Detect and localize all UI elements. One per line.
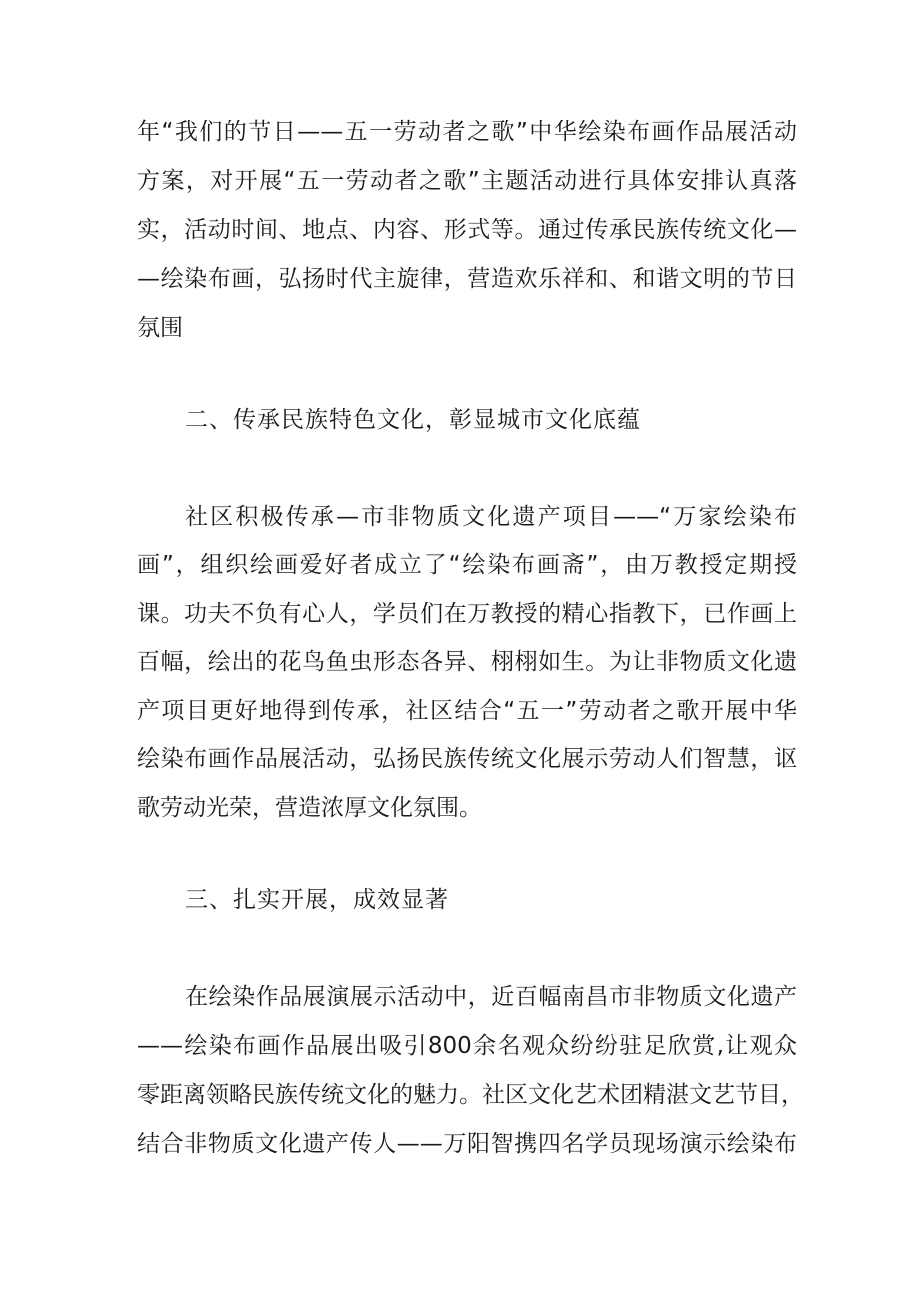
paragraph-1-line-1: 年“我们的节日——五一劳动者之歌”中华绘染布画作品展活动: [137, 119, 797, 145]
paragraph-2-line-2: 画”，组织绘画爱好者成立了“绘染布画斋”，由万教授定期授: [137, 552, 797, 578]
paragraph-2-line-1: 社区积极传承—市非物质文化遗产项目——“万家绘染布: [185, 504, 797, 530]
paragraph-2-line-3: 课。功夫不负有心人，学员们在万教授的精心指教下，已作画上: [137, 601, 797, 627]
paragraph-1-line-2: 方案，对开展“五一劳动者之歌”主题活动进行具体安排认真落: [137, 168, 797, 194]
paragraph-2-line-6: 绘染布画作品展活动，弘扬民族传统文化展示劳动人们智慧，讴: [137, 746, 797, 772]
paragraph-3-line-4: 结合非物质文化遗产传人——万阳智携四名学员现场演示绘染布: [137, 1131, 797, 1157]
paragraph-2-line-5: 产项目更好地得到传承，社区结合“五一”劳动者之歌开展中华: [137, 698, 797, 724]
section-heading-3: 三、扎实开展，成效显著: [185, 887, 449, 913]
paragraph-3-line-1: 在绘染作品展演展示活动中，近百幅南昌市非物质文化遗产: [185, 984, 797, 1010]
paragraph-3-line-3: 零距离领略民族传统文化的魅力。社区文化艺术团精湛文艺节目，: [137, 1082, 804, 1108]
paragraph-2-line-4: 百幅，绘出的花鸟鱼虫形态各异、栩栩如生。为让非物质文化遗: [137, 649, 797, 675]
section-heading-2: 二、传承民族特色文化，彰显城市文化底蕴: [185, 407, 641, 433]
paragraph-3-line-2: ——绘染布画作品展出吸引800余名观众纷纷驻足欣赏,让观众: [137, 1033, 797, 1059]
paragraph-1-line-5: 氛围: [137, 315, 183, 341]
paragraph-1-line-4: —绘染布画，弘扬时代主旋律，营造欢乐祥和、和谐文明的节日: [137, 266, 797, 292]
paragraph-2-line-7: 歌劳动光荣，营造浓厚文化氛围。: [137, 795, 482, 821]
paragraph-1-line-3: 实，活动时间、地点、内容、形式等。通过传承民族传统文化—: [137, 217, 797, 243]
